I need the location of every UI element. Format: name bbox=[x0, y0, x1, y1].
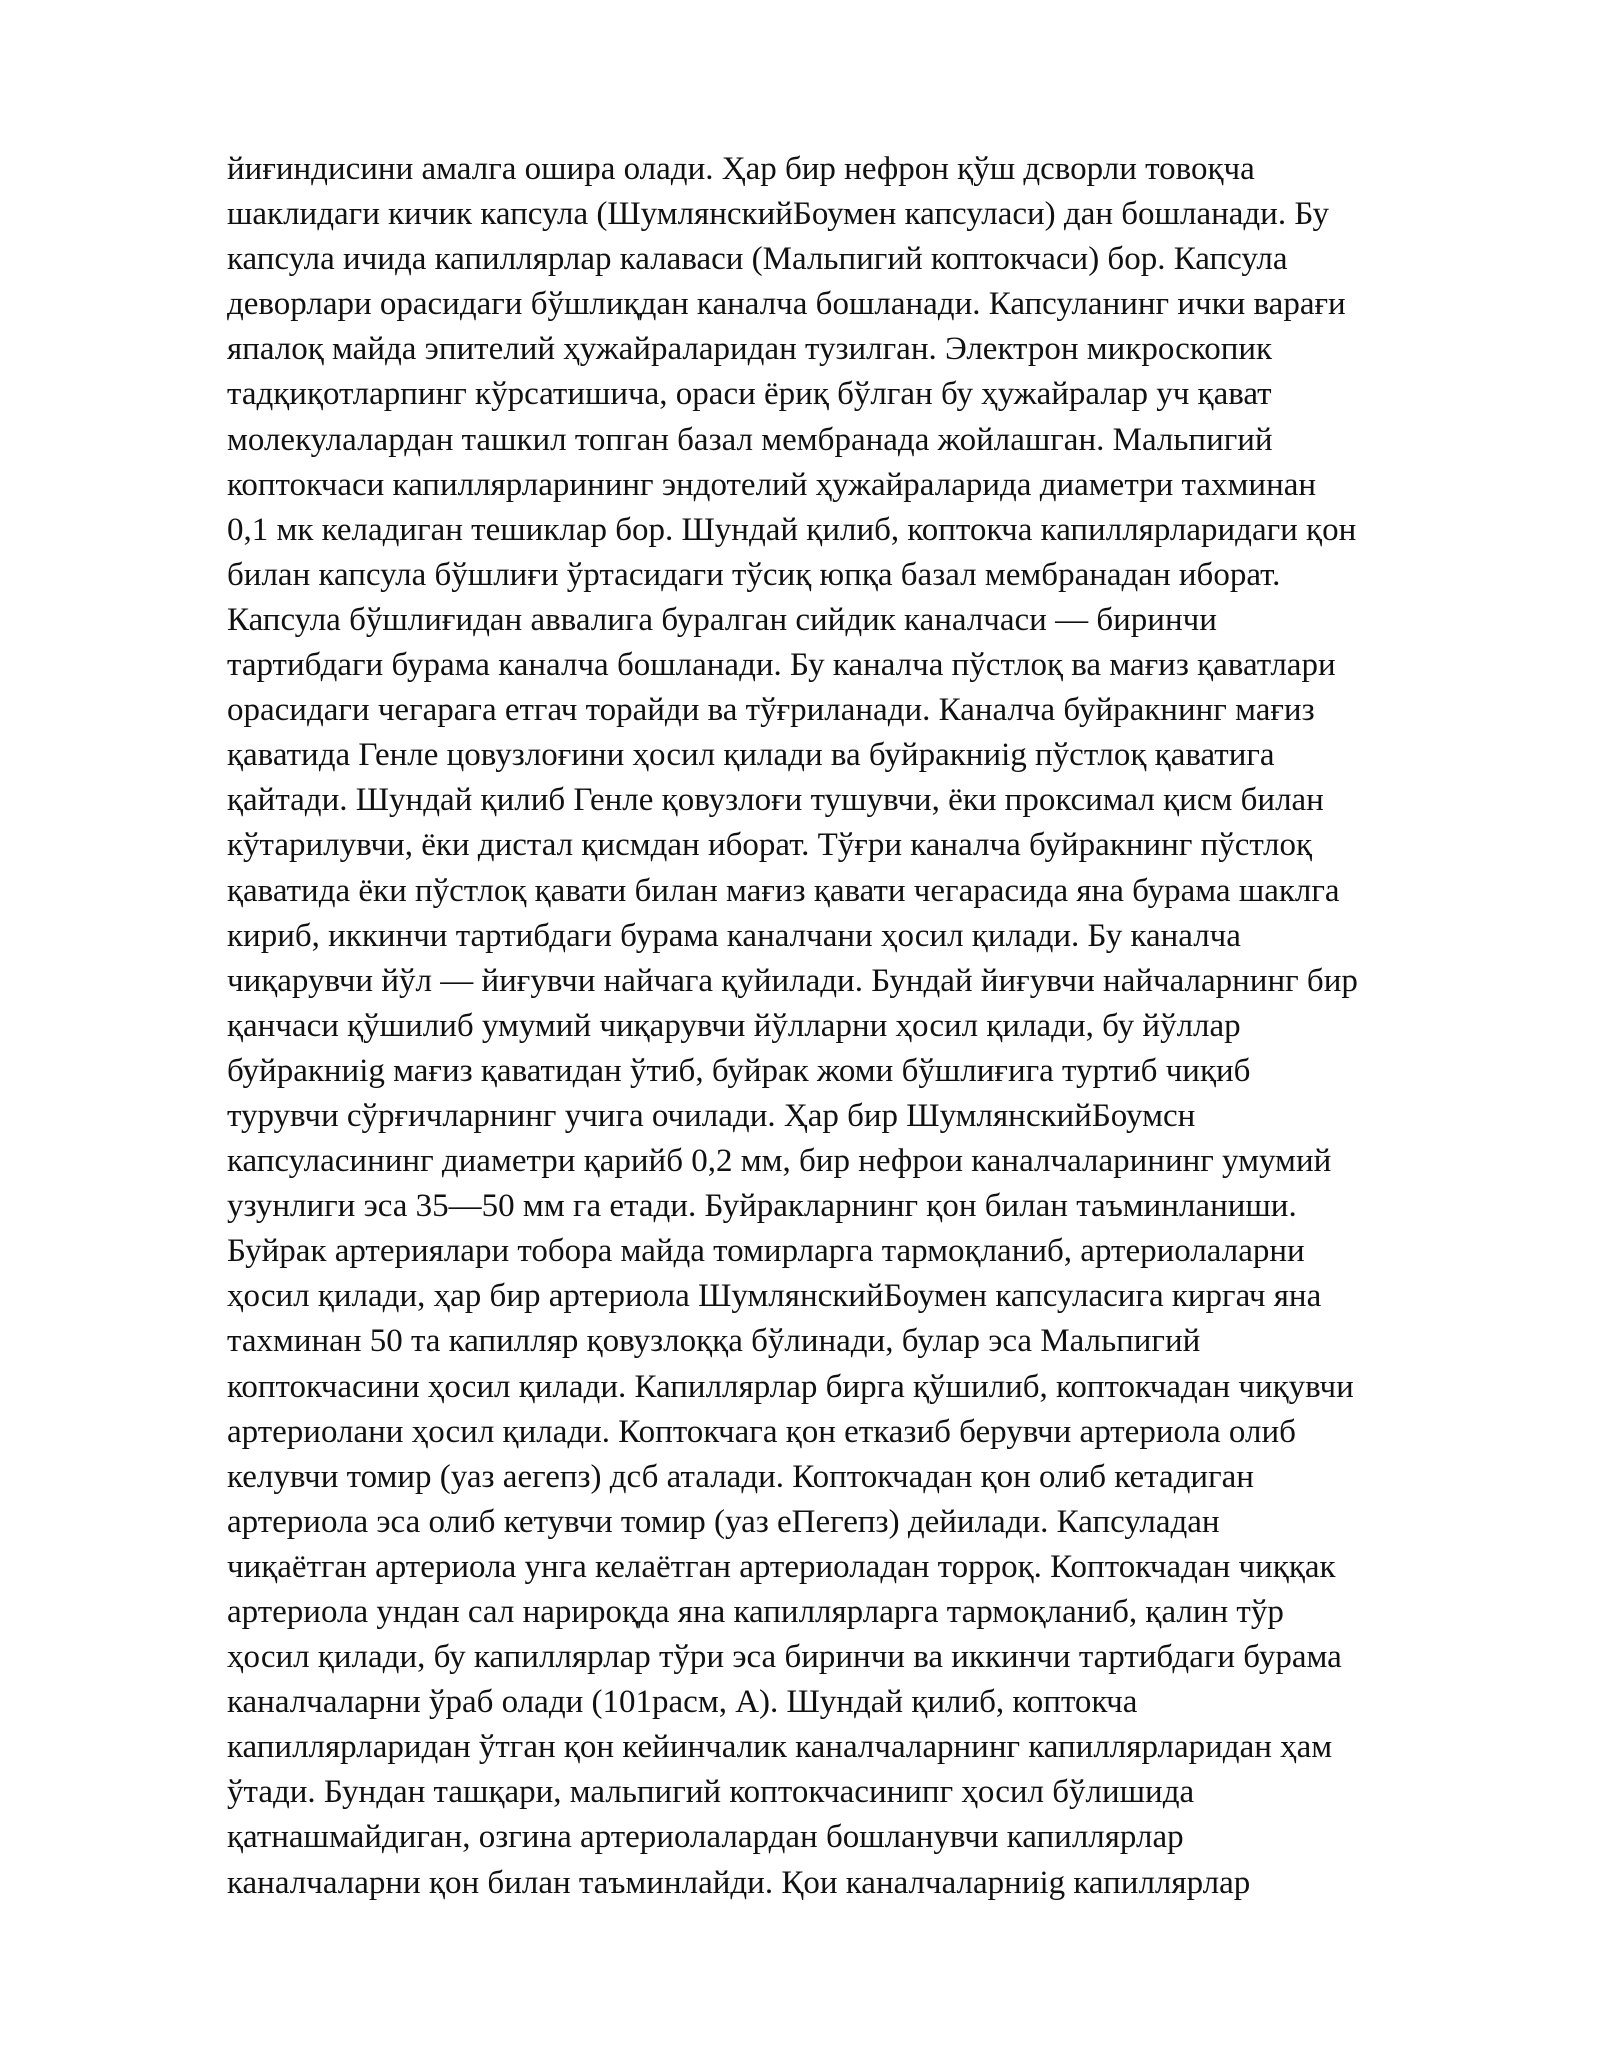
text-line: келувчи томир (уаз аегепз) дсб аталади. Коптокчадан қон олиб кетадиган bbox=[227, 1458, 1254, 1495]
text-line: тадқиқотларпинг кўрсатишича, ораси ёриқ бўлган бу ҳужайралар уч қават bbox=[227, 376, 1272, 413]
text-line: 0,1 мк келадиган тешиклар бор. Шундай қилиб, коптокча капиллярларидаги қон bbox=[227, 511, 1357, 548]
text-line: ҳосил қилади, ҳар бир артериола ШумлянскийБоумен капсуласига киргач яна bbox=[227, 1278, 1322, 1315]
text-line: турувчи сўрғичларнинг учига очилади. Ҳар бир ШумлянскийБоумсн bbox=[227, 1097, 1196, 1134]
text-line: тартибдаги бурама каналча бошланади. Бу каналча пўстлоқ ва мағиз қаватлари bbox=[227, 647, 1336, 684]
text-line: тахминан 50 та капилляр қовузлоққа бўлинади, булар эса Мальпигий bbox=[227, 1323, 1201, 1360]
text-line: артериола ундан сал нарироқда яна капиллярларга тармоқланиб, қалин тўр bbox=[227, 1594, 1284, 1630]
text-line: коптокчаси капиллярларининг эндотелий ҳужайраларида диаметри тахминан bbox=[227, 466, 1317, 503]
text-line: ўтади. Бундан ташқари, мальпигий коптокчасинипг ҳосил бўлишида bbox=[227, 1774, 1195, 1811]
text-line: буйракниig мағиз қаватидан ўтиб, буйрак жоми бўшлиғига туртиб чиқиб bbox=[227, 1052, 1251, 1089]
text-line: япалоқ майда эпителий ҳужайраларидан тузилган. Электрон микроскопик bbox=[227, 331, 1273, 368]
text-line: узунлиги эса 35—50 мм га етади. Буйракларнинг қон билан таъминланиши. bbox=[227, 1188, 1297, 1225]
text-line: қайтади. Шундай қилиб Генле қовузлоғи тушувчи, ёки проксимал қисм билан bbox=[227, 782, 1324, 819]
text-line: молекулалардан ташкил топган базал мембранада жойлашган. Мальпигий bbox=[227, 421, 1273, 458]
text-line: қаватида Генле цовузлоғини ҳосил қилади ва буйракниig пўстлоқ қаватига bbox=[227, 737, 1275, 774]
text-line: орасидаги чегарага етгач торайди ва тўғриланади. Каналча буйракнинг мағиз bbox=[227, 692, 1315, 729]
text-line: шаклидаги кичик капсула (ШумлянскийБоумен капсуласи) дан бошланади. Бу bbox=[227, 196, 1329, 233]
text-line: капсуласининг диаметри қарийб 0,2 мм, бир нефрои каналчаларининг умумий bbox=[227, 1143, 1332, 1180]
text-line: артериола эса олиб кетувчи томир (уаз еПегепз) дейилади. Капсуладан bbox=[227, 1503, 1220, 1540]
body-text bbox=[227, 147, 1527, 1906]
text-line: йиғиндисини амалга ошира олади. Ҳар бир нефрон қўш дсворли товоқча bbox=[227, 151, 1255, 187]
text-line: чиқарувчи йўл — йиғувчи найчага қуйилади. Бундай йиғувчи найчаларнинг бир bbox=[227, 962, 1358, 999]
text-line: каналчаларни қон билан таъминлайди. Қои каналчаларниig капиллярлар bbox=[227, 1864, 1251, 1901]
text-line: деворлари орасидаги бўшлиқдан каналча бошланади. Капсуланинг ички варағи bbox=[227, 286, 1346, 323]
text-line: қатнашмайдиган, озгина артериолалардан бошланувчи капиллярлар bbox=[227, 1819, 1184, 1856]
text-line: қаватида ёки пўстлоқ қавати билан мағиз қавати чегарасида яна бурама шаклга bbox=[227, 872, 1340, 909]
text-line: коптокчасини ҳосил қилади. Капиллярлар бирга қўшилиб, коптокчадан чиқувчи bbox=[227, 1368, 1354, 1405]
text-line: каналчаларни ўраб олади (101расм, А). Шундай қилиб, коптокча bbox=[227, 1684, 1138, 1721]
text-line: Буйрак артериялари тобора майда томирларга тармоқланиб, артериолаларни bbox=[227, 1233, 1305, 1270]
text-line: кириб, иккинчи тартибдаги бурама каналчани ҳосил қилади. Бу каналча bbox=[227, 917, 1241, 954]
text-line: билан капсула бўшлиғи ўртасидаги тўсиқ юпқа базал мембранадан иборат. bbox=[227, 556, 1281, 593]
text-line: чиқаётган артериола унга келаётган артериоладан торроқ. Коптокчадан чиққак bbox=[227, 1548, 1336, 1585]
text-line: ҳосил қилади, бу капиллярлар тўри эса биринчи ва иккинчи тартибдаги бурама bbox=[227, 1639, 1342, 1676]
text-line: Капсула бўшлиғидан аввалига буралган сийдик каналчаси — биринчи bbox=[227, 601, 1217, 638]
text-line: кўтарилувчи, ёки дистал қисмдан иборат. Тўғри каналча буйракнинг пўстлоқ bbox=[227, 827, 1313, 864]
text-line: капсула ичида капиллярлар калаваси (Мальпигий коптокчаси) бор. Капсула bbox=[227, 241, 1288, 278]
text-line: қанчаси қўшилиб умумий чиқарувчи йўлларни ҳосил қилади, бу йўллар bbox=[227, 1007, 1241, 1044]
text-line: артериолани ҳосил қилади. Коптокчага қон етказиб берувчи артериола олиб bbox=[227, 1413, 1296, 1450]
text-line: капиллярларидан ўтган қон кейинчалик каналчаларнинг капиллярларидан ҳам bbox=[227, 1729, 1333, 1766]
